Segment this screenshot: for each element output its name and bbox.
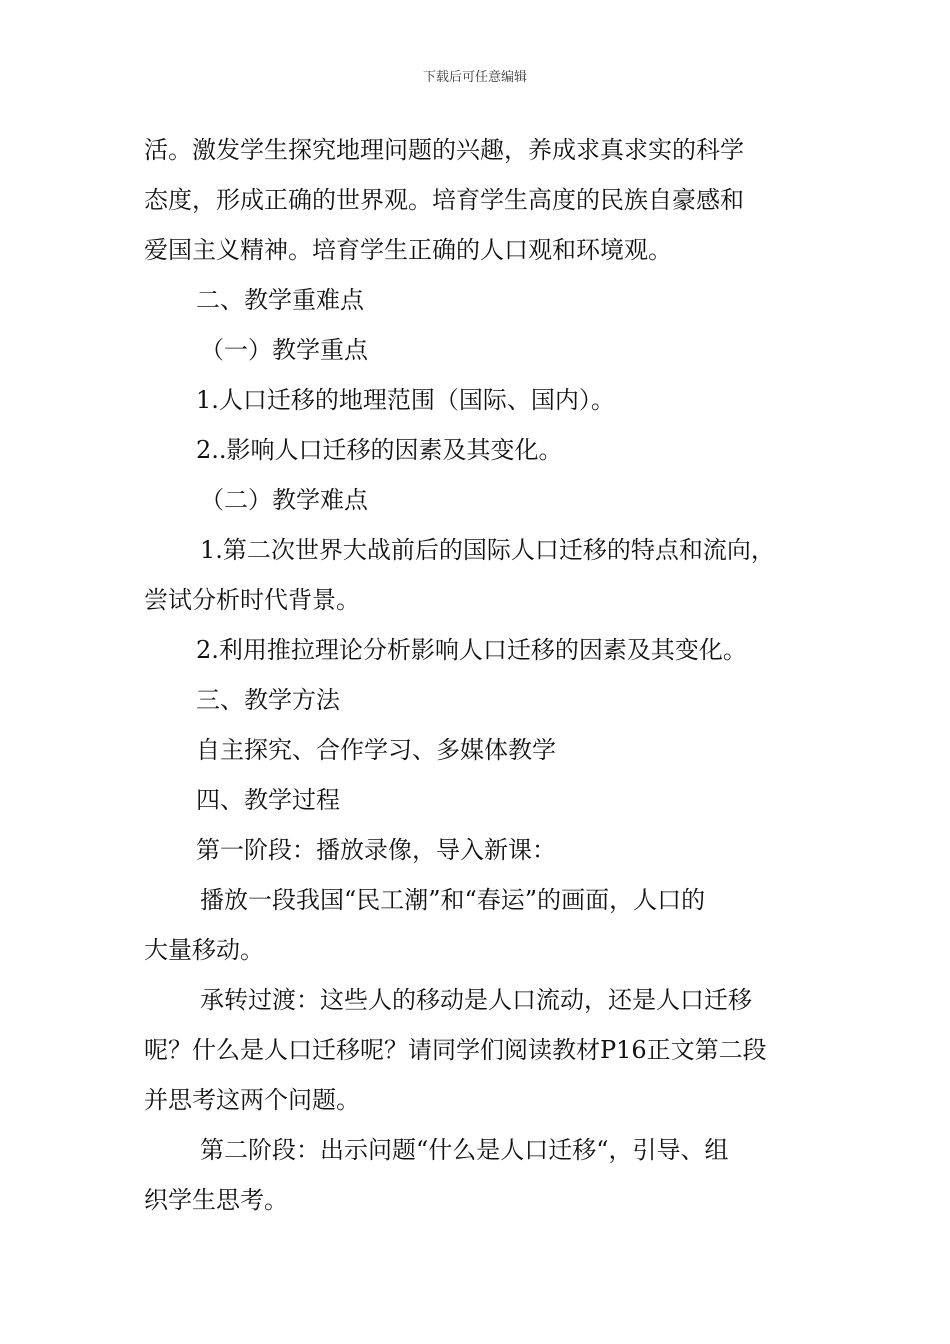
section-heading: 二、教学重难点 [196, 286, 364, 314]
list-item: 2..影响人口迁移的因素及其变化。 [196, 436, 563, 464]
subsection-heading: （一）教学重点 [200, 336, 368, 364]
body-line: 大量移动。 [144, 936, 264, 964]
body-line: 爱国主义精神。培育学生正确的人口观和环境观。 [144, 236, 672, 264]
list-item: 1.人口迁移的地理范围（国际、国内）。 [196, 386, 615, 414]
body-line: 播放一段我国“民工潮”和“春运”的画面，人口的 [200, 886, 706, 914]
section-heading: 三、教学方法 [196, 686, 340, 714]
list-item: 2.利用推拉理论分析影响人口迁移的因素及其变化。 [196, 636, 747, 664]
body-line: 织学生思考。 [144, 1186, 288, 1214]
page-header: 下载后可任意编辑 [422, 70, 527, 85]
body-line: 态度，形成正确的世界观。培育学生高度的民族自豪感和 [144, 186, 744, 214]
body-line: 尝试分析时代背景。 [144, 586, 360, 614]
list-item: 1.第二次世界大战前后的国际人口迁移的特点和流向， [200, 536, 775, 564]
body-line: 活。激发学生探究地理问题的兴趣，养成求真求实的科学 [144, 136, 744, 164]
subsection-heading: （二）教学难点 [200, 486, 368, 514]
body-line: 呢？什么是人口迁移呢？请同学们阅读教材P16正文第二段 [144, 1036, 767, 1064]
body-line: 第二阶段：出示问题“什么是人口迁移“，引导、组 [200, 1136, 729, 1164]
body-line: 自主探究、合作学习、多媒体教学 [196, 736, 556, 764]
body-line: 第一阶段：播放录像，导入新课： [196, 836, 556, 864]
body-line: 并思考这两个问题。 [144, 1086, 360, 1114]
section-heading: 四、教学过程 [196, 786, 340, 814]
body-line: 承转过渡：这些人的移动是人口流动，还是人口迁移 [200, 986, 752, 1014]
